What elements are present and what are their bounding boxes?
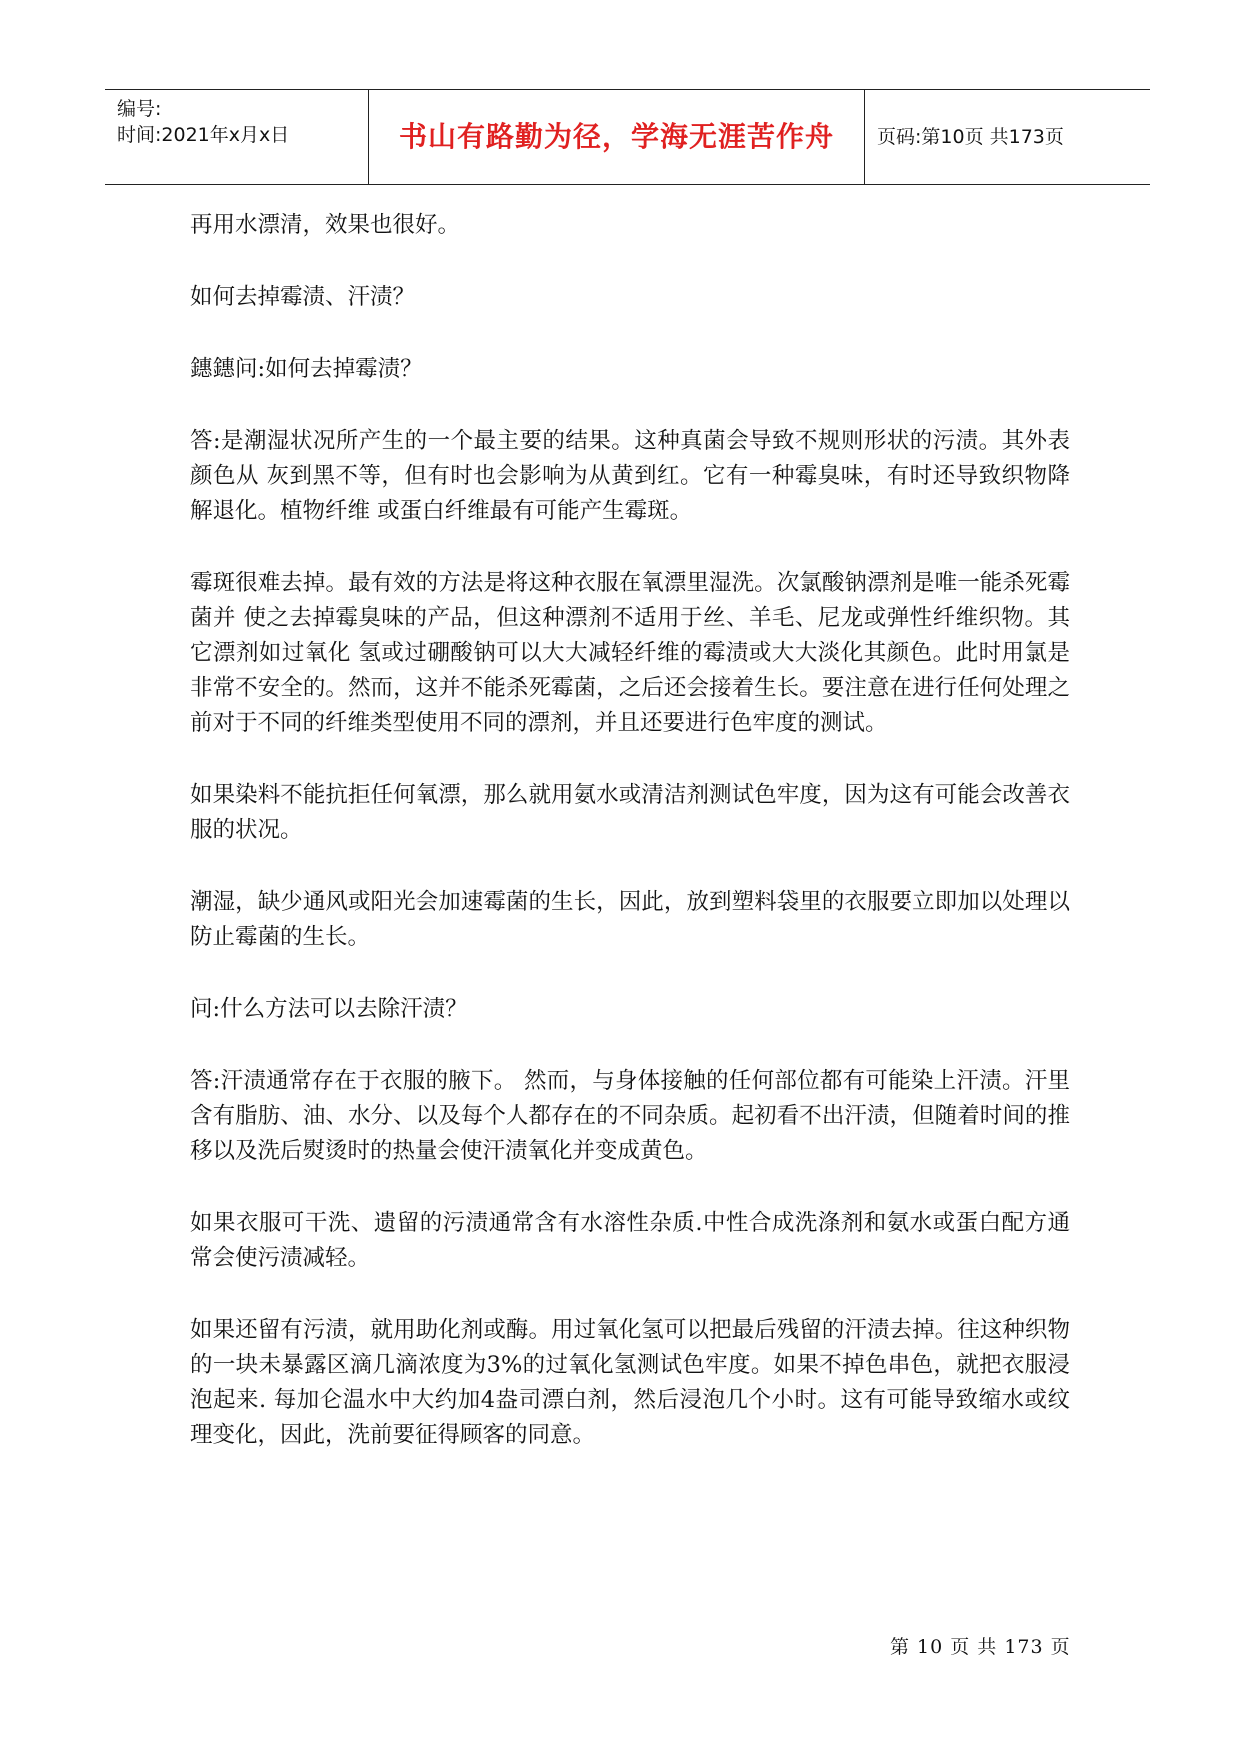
answer-paragraph: 答:汗渍通常存在于衣服的腋下。 然而，与身体接触的任何部位都有可能染上汗渍。汗里含有脂肪、油、水分、以及每个人都存在的不同杂质。起初看不出汗渍，但随着时间的推移以及洗后熨烫时的热量会使汗渍氧化并变成黄色。 [190, 1068, 1070, 1164]
header-info-cell [105, 90, 368, 184]
paragraph: 潮湿，缺少通风或阳光会加速霉菌的生长，因此，放到塑料袋里的衣服要立即加以处理以防止霉菌的生长。 [190, 889, 1070, 950]
paragraph: 如果衣服可干洗、遗留的污渍通常含有水溶性杂质.中性合成洗涤剂和氨水或蛋白配方通常会使污渍减轻。 [190, 1210, 1070, 1271]
answer-paragraph: 答:是潮湿状况所产生的一个最主要的结果。这种真菌会导致不规则形状的污渍。其外表颜色从 灰到黑不等，但有时也会影响为从黄到红。它有一种霉臭味，有时还导致织物降解退化。植物纤维 或蛋白纤维最有可能产生霉斑。 [190, 428, 1070, 524]
question: 鏸鏸问:如何去掉霉渍？ [190, 356, 423, 382]
paragraph: 如果染料不能抗拒任何氧漂，那么就用氨水或清洁剂测试色牢度，因为这有可能会改善衣服的状况。 [190, 782, 1070, 843]
question: 问:什么方法可以去除汗渍？ [190, 996, 468, 1022]
section-heading: 如何去掉霉渍、汗渍？ [190, 284, 416, 310]
paragraph: 再用水漂清，效果也很好。 [190, 212, 461, 238]
document-time-label: 时间:2021年x月x日 [117, 124, 290, 146]
header-motto-cell [368, 90, 865, 184]
header-page-cell [863, 90, 1150, 184]
page-header [105, 89, 1150, 185]
page-footer: 第 10 页 共 173 页 [890, 1636, 1071, 1658]
header-page-code: 页码:第10页 共173页 [877, 126, 1064, 148]
paragraph: 霉斑很难去掉。最有效的方法是将这种衣服在氧漂里湿洗。次氯酸钠漂剂是唯一能杀死霉菌并 使之去掉霉臭味的产品，但这种漂剂不适用于丝、羊毛、尼龙或弹性纤维织物。其它漂剂如过氧化 氢或过硼酸钠可以大大减轻纤维的霉渍或大大淡化其颜色。此时用氯是非常不安全的。然而，这并不能杀死霉菌，之后还会接着生长。要注意在进行任何处理之前对于不同的纤维类型使用不同的漂剂，并且还要进行色牢度的测试。 [190, 570, 1070, 736]
header-motto: 书山有路勤为径，学海无涯苦作舟 [398, 120, 834, 153]
document-number-label: 编号: [117, 98, 162, 120]
paragraph: 如果还留有污渍，就用助化剂或酶。用过氧化氢可以把最后残留的汗渍去掉。往这种织物的一块未暴露区滴几滴浓度为3%的过氧化氢测试色牢度。如果不掉色串色，就把衣服浸泡起来. 每加仑温水中大约加4盎司漂白剂，然后浸泡几个小时。这有可能导致缩水或纹理变化，因此，洗前要征得顾客的同意。 [190, 1317, 1070, 1448]
document-body [190, 208, 1070, 1490]
